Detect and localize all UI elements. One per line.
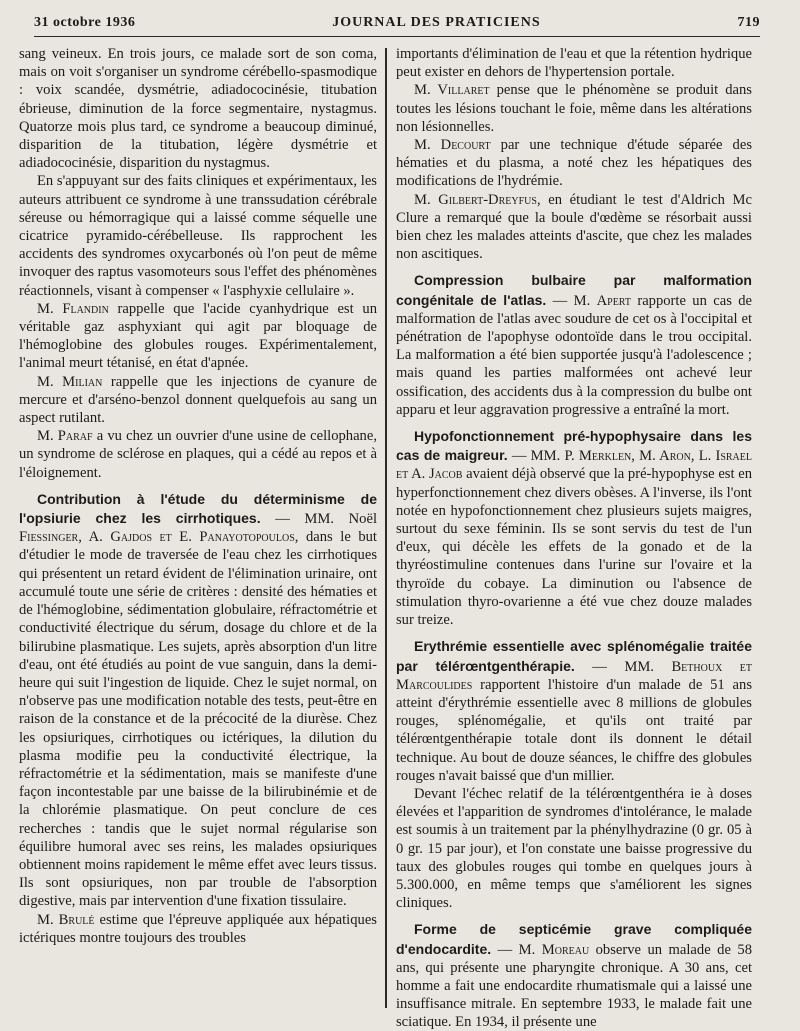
paragraph [19, 373, 377, 428]
author-name: Apert [596, 292, 631, 309]
heading-dash: — MM. Noël [260, 511, 377, 528]
paragraph [396, 81, 752, 136]
section-heading: Erythrémie essentielle avec splénomégalie traitée par télérœntgenthérapie. [396, 638, 752, 674]
column-divider [385, 48, 387, 1008]
section-paragraph [19, 490, 377, 911]
author-name: M. Gilbert-Dreyfus [414, 191, 537, 208]
section-heading: Forme de septicémie grave compliquée d'endocardite. [396, 921, 752, 957]
section-paragraph [396, 271, 752, 419]
paragraph-text: observe un malade de 58 ans, qui présente une pharyngite chronique. A 30 ans, cet homme a fait une endocardite rhumatismale qui a laissé une insuffisance mitrale. En septembre 1933, le malade fait une sciatique. En 1934, il présente une [396, 941, 752, 1030]
page-number: 719 [737, 15, 760, 30]
paragraph-text: rappelle que les injections de cyanure de mercure et d'arséno-benzol donnent quelquefois au sang un aspect rutilant. [19, 373, 377, 427]
journal-title: JOURNAL DES PRATICIENS [332, 15, 541, 30]
heading-dash: — M. [546, 292, 597, 309]
paragraph [19, 300, 377, 373]
paragraph-text: dans le but d'étudier le mode de traversée de l'eau chez les cirrhotiques qui présentent un retard évident de l'élimination urinaire, ont accumulé toute une série de critères : densité des hématies et de l'hémoglobine, sédimentation globulaire, réfractométrie et conductivité électrique du sérum, dosage du chlore et de la bilirubine plasmatique. Les sujets, après absorption d'un litre d'eau, ont été étudiés au point de vue sanguin, dans la demi-heure qui suit l'ingestion de liquide. Chez le sujet normal, on n'observe pas une modification notable des tests, peut-être en raison de la constance et de la précocité de la diurèse. Chez les opsiuriques, cirrhotiques ou ictériques, la dilution du plasma modifie peu la conductivité électrique, la réfractométrie et la sédimentation, mais se manifeste d'une façon incontestable par une baisse de la bilirubinémie et de la chlorémie plasmatique. On peut conclure de ces recherches : tandis que le sujet normal régularise son équilibre humoral avec ses reins, les malades opsiuriques obtiennent moins rapidement le même effet avec leurs tissus. Ils sont opsiuriques, non par trouble de l'absorption digestive, mais par intervention d'une fixation tissulaire. [19, 529, 377, 910]
section-heading: Hypofonctionnement pré-hypophysaire dans les cas de maigreur. [396, 428, 752, 464]
author-name: M. Paraf [37, 428, 93, 445]
paragraph-text: a vu chez un ouvrier d'une usine de cellophane, un syndrome de sclérose en plaques, qui a cédé au repos et à l'éloignement. [19, 428, 377, 481]
paragraph [396, 191, 752, 264]
running-header [34, 10, 760, 37]
paragraph-text: rapporte un cas de malformation de l'atlas avec soudure de cet os à l'occipital et pénétration de l'apophyse odontoïde dans le trou occipital. La malformation a été bien supportée jusqu'à l'adolescence ; mais quand les parties malformées ont achevé leur ossification, des accidents dus à la compression du bulbe ont apparu et leur aggravation progressive a entraîné la mort. [396, 292, 752, 418]
paragraph: Devant l'échec relatif de la télérœntgenthéra ie à doses élevées et l'apparition de syndromes d'intolérance, le malade est soumis à un traitement par la phénylhydrazine (0 gr. 05 à 0 gr. 15 par jour), et l'on constate une baisse progressive du taux des globules rouges qui tombe en quelques jours à 5.300.000, en même temps que s'améliorent les signes cliniques. [396, 785, 752, 912]
issue-date: 31 octobre 1936 [34, 15, 136, 30]
paragraph [19, 911, 377, 947]
author-name: M. Milian [37, 373, 103, 390]
author-names: Fiessinger, A. Gajdos et E. Panayotopoulos, [19, 529, 299, 546]
author-names: Merklen, M. Aron, L. Israel et A. Jacob [396, 448, 752, 483]
paragraph: En s'appuyant sur des faits cliniques et expérimentaux, les auteurs attribuent ce syndrome à une transsudation cérébrale séreuse ou hémorragique qui a laissé comme séquelle une cicatrice pyramido-cérébelleuse. Ils rapprochent les accidents des syndromes oxycarbonés où l'on peut de même invoquer des raptus vasomoteurs sous l'effet des phénomènes réactionnels, visant à compenser « l'asphyxie cellulaire ». [19, 173, 377, 299]
paragraph-text: estime que l'épreuve appliquée aux hépatiques ictériques montre toujours des troubles [19, 911, 377, 946]
paragraph-text: rappelle que l'acide cyanhydrique est un véritable gaz asphyxiant qui agit par bloquage de l'hémoglobine des globules rouges. Expérimentalement, l'animal meurt tétanisé, en état d'apnée. [19, 300, 377, 372]
author-names: Bethoux et Marcoulides [396, 658, 752, 693]
section-paragraph [396, 427, 752, 629]
paragraph-text: par une technique d'étude séparée des hématies et du plasma, a noté chez les hépatiques des modifications de l'hydrémie. [396, 137, 752, 190]
paragraph-text: rapportent l'histoire d'un malade de 51 ans atteint d'érythrémie essentielle avec 8 millions de globules rouges, splénomégalie, et qu'ils ont traité par télérœntgenthérapie totale dont ils donnent le détail technique. Au bout de douze séances, le chiffre des globules rouges n'avait baissé que d'un millier. [396, 676, 752, 784]
paragraph: sang veineux. En trois jours, ce malade sort de son coma, mais on voit s'organiser un syndrome cérébello-spasmodique : voix scandée, dysmétrie, adiadococinésie, titubation ébrieuse, diminution de la force segmentaire, nystagmus. Quatorze mois plus tard, ce syndrome a beaucoup diminué, disparition de la titubation, légère dysmétrie et adiadococinésie, disparition du nystagmus. [19, 46, 377, 172]
heading-dash: — M. [491, 941, 542, 958]
section-paragraph [396, 637, 752, 785]
author-name: Moreau [541, 941, 590, 958]
heading-dash: — MM. [574, 658, 672, 675]
section-paragraph [396, 920, 752, 1030]
paragraph: importants d'élimination de l'eau et que la rétention hydrique peut exister en dehors de l'hypertension portale. [396, 46, 752, 81]
left-column [19, 45, 377, 1030]
author-name: M. Brulé [37, 911, 95, 928]
paragraph [396, 136, 752, 191]
paragraph-text: , en étudiant le test d'Aldrich Mc Clure a remarqué que la boule d'œdème se résorbait aussi bien chez les malades atteints d'ascite, que chez les malades non ascitiques. [396, 191, 752, 263]
section-heading: Compression bulbaire par malformation congénitale de l'atlas. [396, 272, 752, 308]
paragraph-text: pense que le phénomène se produit dans toutes les lésions touchant le foie, même dans les altérations non lésionnelles. [396, 82, 752, 135]
author-name: M. Decourt [414, 137, 491, 154]
author-name: M. Villaret [414, 82, 490, 99]
heading-dash: — MM. P. [507, 448, 579, 465]
paragraph-text: avaient déjà observé que la pré-hypophyse est en hyperfonctionnement chez divers obèses. A l'inverse, ils l'ont notée en hypofonctionnement chez plusieurs sujets maigres, surtout du sexe féminin. Ils se sont servis du test de l'un d'eux, qui décèle les effets de la gonado et de la thyréostimuline contenues dans l'urine sur l'ovaire et la thyroïde du cobaye. La diminution ou l'absence de stimulation thyro-ovarienne a été vue chez douze malades sur treize. [396, 466, 752, 629]
right-column [396, 45, 752, 1030]
section-heading: Contribution à l'étude du déterminisme de l'opsiurie chez les cirrhotiques. [19, 490, 377, 527]
author-name: M. Flandin [37, 300, 109, 317]
paragraph [19, 427, 377, 482]
